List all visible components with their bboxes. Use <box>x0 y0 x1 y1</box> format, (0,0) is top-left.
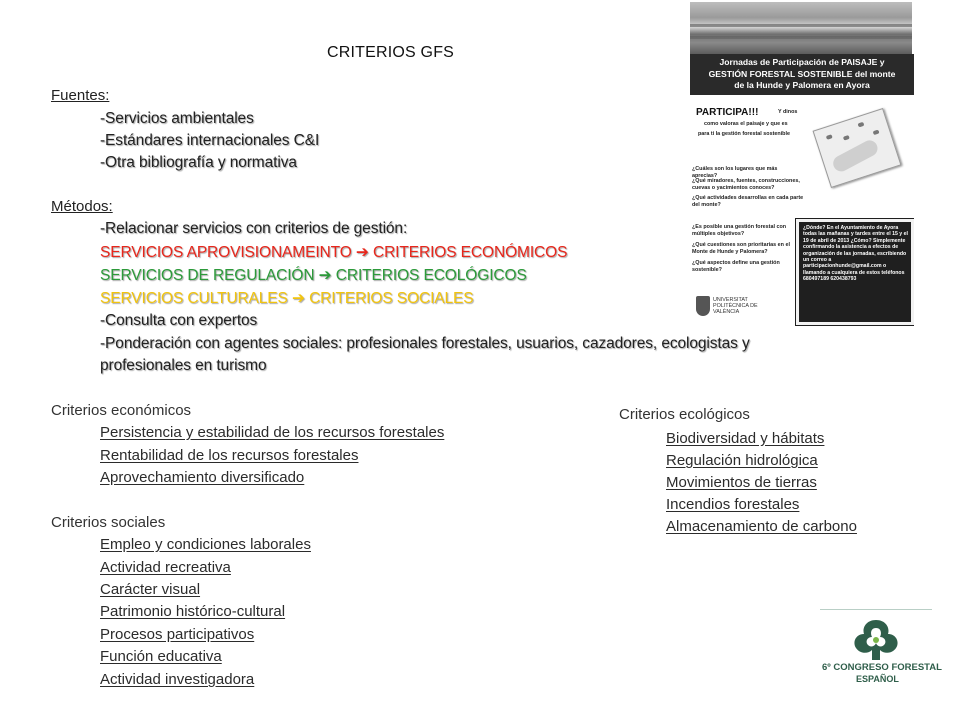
university-name: UNIVERSITAT POLITÈCNICA DE VALÈNCIA <box>713 297 758 315</box>
sociales-item: Carácter visual <box>100 581 201 598</box>
landscape-photo <box>690 2 912 54</box>
mapping-ecological: SERVICIOS DE REGULACIÓN ➔ CRITERIOS ECOLÓGICOS <box>100 267 527 284</box>
congress-country: ESPAÑOL <box>856 674 899 684</box>
congress-emblem-icon <box>848 616 904 662</box>
fuentes-item: -Servicios ambientales <box>100 110 254 127</box>
hand-illustration <box>813 108 902 188</box>
poster-info-box <box>796 219 914 325</box>
ecologicos-item: Biodiversidad y hábitats <box>666 430 825 447</box>
mapping-social: SERVICIOS CULTURALES ➔ CRITERIOS SOCIALES <box>100 290 474 307</box>
sociales-item: Empleo y condiciones laborales <box>100 536 311 553</box>
ecologicos-item: Movimientos de tierras <box>666 474 817 491</box>
economicos-heading: Criterios económicos <box>51 402 192 419</box>
metodos-line: -Ponderación con agentes sociales: profesionales forestales, usuarios, cazadores, ecologistas y <box>100 335 750 352</box>
congress-logo <box>818 606 942 696</box>
mapping-economic: SERVICIOS APROVISIONAMEINTO ➔ CRITERIOS ECONÓMICOS <box>100 244 568 261</box>
poster-info-text: ¿Dónde? En el Ayuntamiento de Ayora todas las mañanas y tardes entre el 15 y el 19 de abril de 2013 ¿Cómo? Simplemente confirmando la asistencia a efectos de organización de las jornadas, escribiendo un correo a participacionhunde@gmail.com o llamando a cualquiera de estos teléfonos 680497189 620438793 <box>803 225 908 283</box>
poster-band <box>690 54 914 95</box>
poster-question: ¿Qué cuestiones son prioritarias en el Monte de Hunde y Palomera? <box>692 242 790 255</box>
economicos-item: Rentabilidad de los recursos forestales <box>100 447 359 464</box>
metodos-line: -Consulta con expertos <box>100 312 258 329</box>
poster-band-line: de la Hunde y Palomera en Ayora <box>734 80 870 90</box>
page-title: CRITERIOS GFS <box>327 44 455 61</box>
poster-participa-sub: Y dinos <box>778 109 798 115</box>
university-logo-icon <box>696 296 710 316</box>
congress-name: 6º CONGRESO FORESTAL <box>822 662 942 673</box>
metodos-heading: Métodos: <box>51 198 113 215</box>
poster-question: ¿Qué actividades desarrollas en cada parte del monte? <box>692 195 804 208</box>
sociales-heading: Criterios sociales <box>51 514 166 531</box>
fuentes-item: -Estándares internacionales C&I <box>100 132 320 149</box>
fuentes-heading: Fuentes: <box>51 87 110 104</box>
sociales-item: Procesos participativos <box>100 626 255 643</box>
poster-participa-sub: como valoras el paisaje y que es <box>704 121 788 127</box>
sociales-item: Patrimonio histórico-cultural <box>100 603 286 620</box>
ecologicos-heading: Criterios ecológicos <box>619 406 750 423</box>
poster-question: ¿Cuáles son los lugares que más aprecias? <box>692 166 778 179</box>
ecologicos-item: Regulación hidrológica <box>666 452 818 469</box>
poster-participa: PARTICIPA!!! <box>696 107 759 118</box>
poster-band-line: GESTIÓN FORESTAL SOSTENIBLE del monte <box>708 68 896 79</box>
divider <box>820 609 932 610</box>
sociales-item: Actividad recreativa <box>100 559 231 576</box>
economicos-item: Aprovechamiento diversificado <box>100 469 305 486</box>
poster-question: ¿Qué aspectos define una gestión sostenible? <box>692 260 780 273</box>
sociales-item: Función educativa <box>100 648 222 665</box>
fuentes-item: -Otra bibliografía y normativa <box>100 154 297 171</box>
poster-image <box>688 0 914 330</box>
poster-band-line: Jornadas de Participación de PAISAJE y <box>719 57 885 67</box>
economicos-item: Persistencia y estabilidad de los recursos forestales <box>100 424 445 441</box>
sociales-item: Actividad investigadora <box>100 671 255 688</box>
poster-question: ¿Qué miradores, fuentes, construcciones, cuevas o yacimientos conoces? <box>692 178 800 191</box>
metodos-line: -Relacionar servicios con criterios de gestión: <box>100 220 408 237</box>
poster-question: ¿Es posible una gestión forestal con múltiples objetivos? <box>692 224 787 237</box>
poster-participa-sub: para ti la gestión forestal sostenible <box>698 131 790 137</box>
ecologicos-item: Incendios forestales <box>666 496 800 513</box>
ecologicos-item: Almacenamiento de carbono <box>666 518 857 535</box>
metodos-line: profesionales en turismo <box>100 357 267 374</box>
